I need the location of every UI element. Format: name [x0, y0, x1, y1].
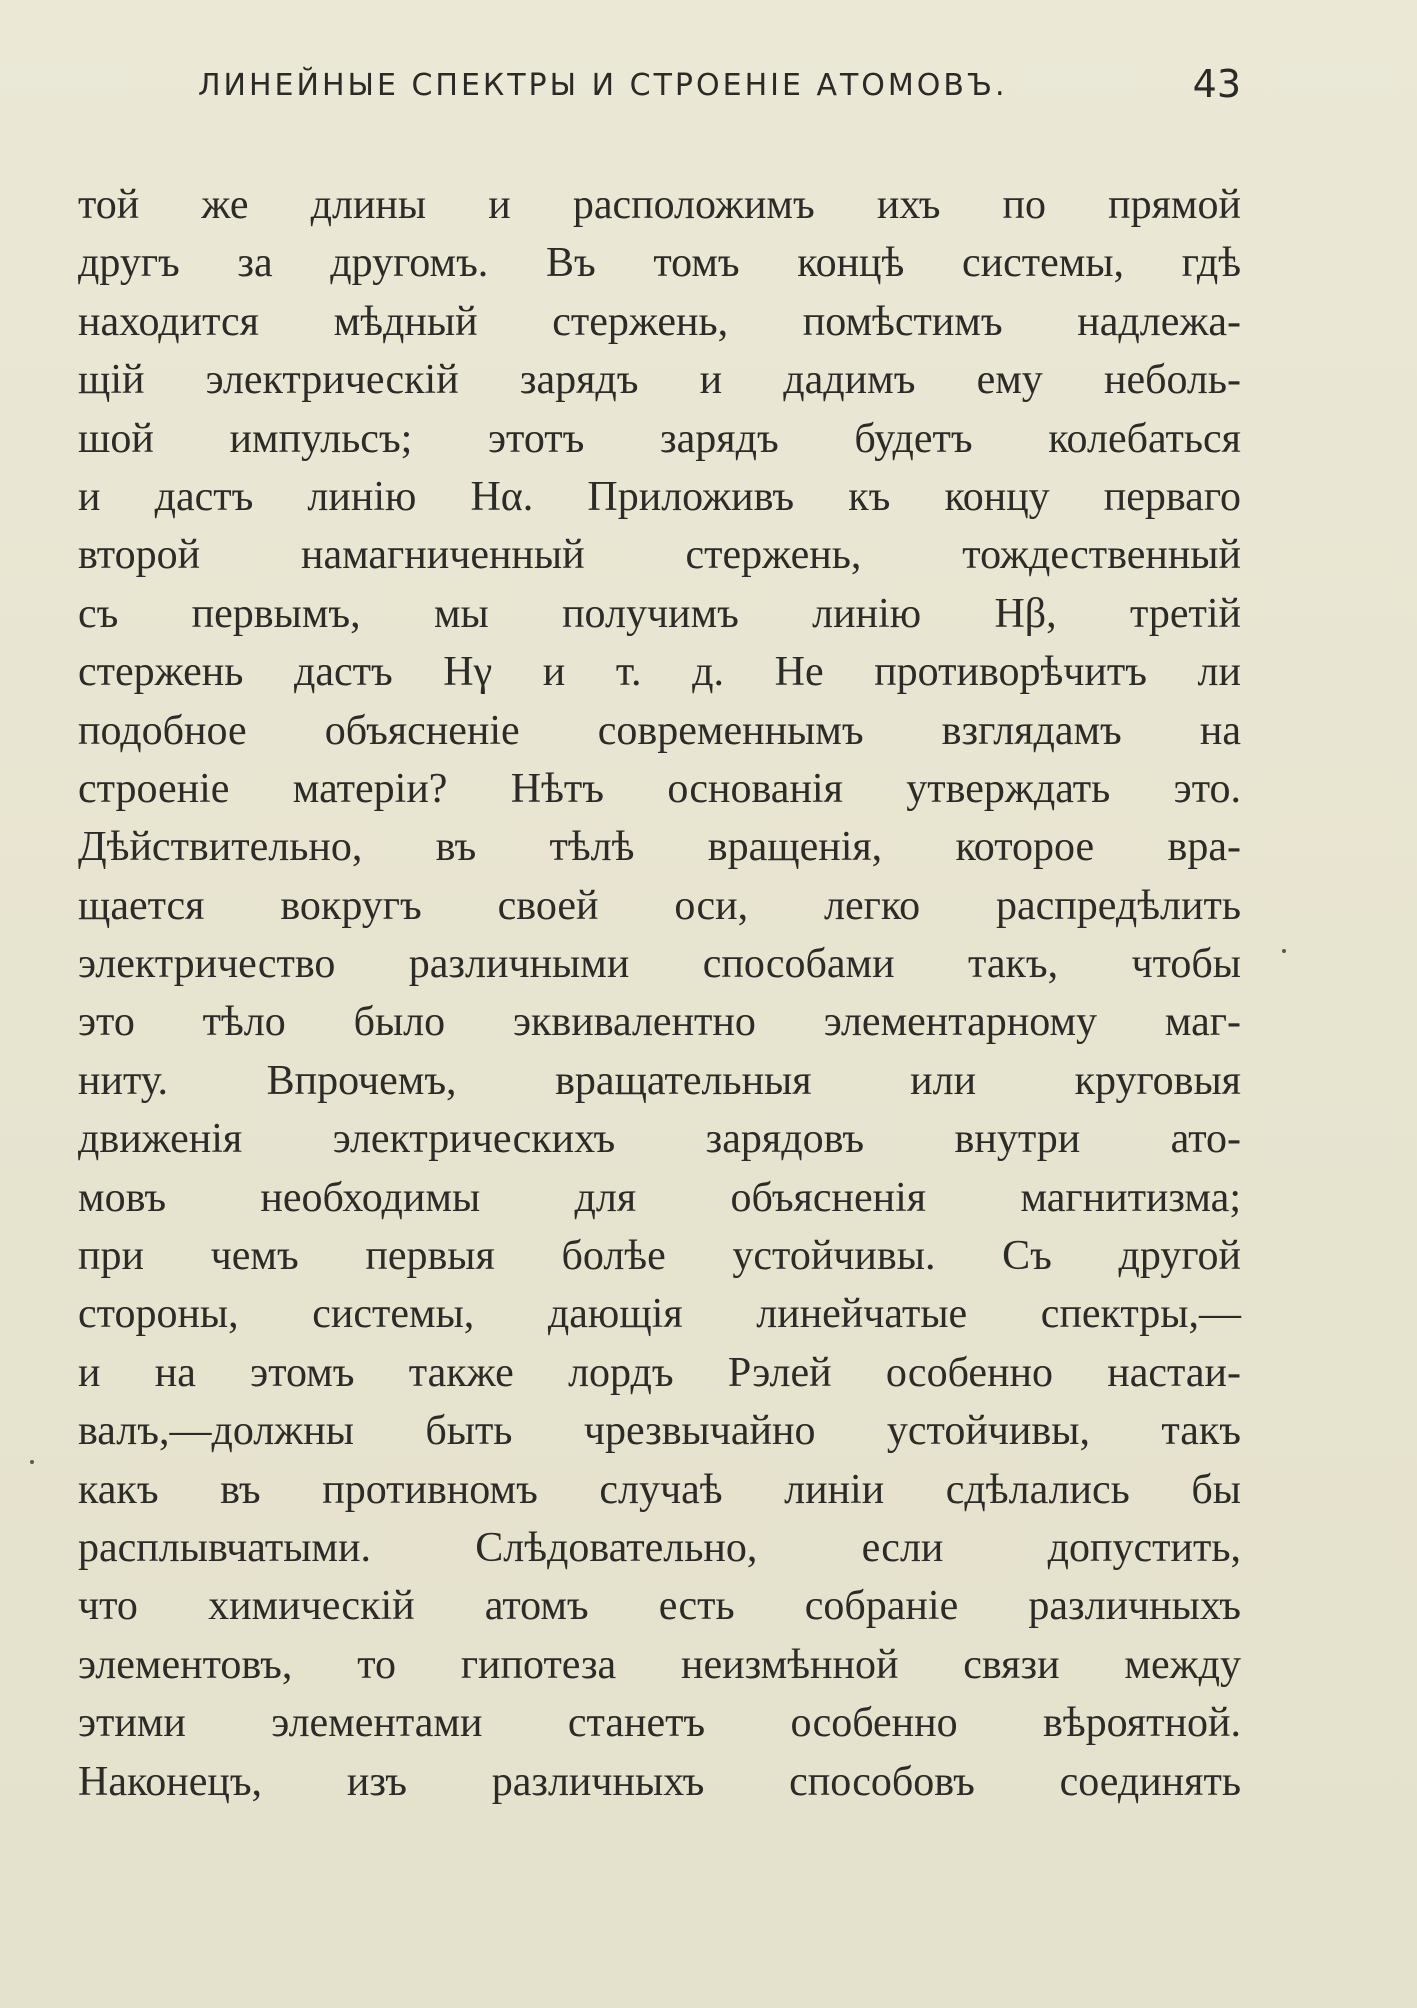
text-line: какъ въ противномъ случаѣ линіи сдѣлались бы [78, 1466, 1241, 1513]
text-line: съ первымъ, мы получимъ линію Hβ, третій [78, 590, 1241, 637]
text-line: движенія электрическихъ зарядовъ внутри ато- [78, 1116, 1241, 1163]
paper-speck [1282, 949, 1286, 953]
text-line: расплывчатыми. Слѣдовательно, если допустить, [78, 1524, 1241, 1571]
paper-speck [30, 1460, 34, 1464]
running-head: ЛИНЕЙНЫЕ СПЕКТРЫ И СТРОЕНІЕ АТОМОВЪ. [198, 68, 1008, 103]
text-line: щій электрическій зарядъ и дадимъ ему неболь- [78, 357, 1241, 404]
page-number: 43 [1192, 62, 1241, 106]
text-line: электричество различными способами такъ, чтобы [78, 941, 1241, 988]
text-line: находится мѣдный стержень, помѣстимъ надлежа- [78, 298, 1241, 345]
text-line: строеніе матеріи? Нѣтъ основанія утверждать это. [78, 765, 1241, 812]
text-line: Дѣйствительно, въ тѣлѣ вращенія, которое вра- [78, 824, 1241, 871]
text-line: шой импульсъ; этотъ зарядъ будетъ колебаться [78, 415, 1241, 462]
text-line: что химическій атомъ есть собраніе различныхъ [78, 1583, 1241, 1630]
page-header [78, 62, 1241, 112]
text-line: ниту. Впрочемъ, вращательныя или круговыя [78, 1057, 1241, 1104]
text-line: той же длины и расположимъ ихъ по прямой [78, 182, 1241, 228]
text-line: Наконецъ, изъ различныхъ способовъ соединять [78, 1758, 1241, 1805]
text-line: подобное объясненіе современнымъ взглядамъ на [78, 707, 1241, 754]
text-line: это тѣло было эквивалентно элементарному маг- [78, 999, 1241, 1046]
text-line: элементовъ, то гипотеза неизмѣнной связи между [78, 1641, 1241, 1688]
text-line: валъ,—должны быть чрезвычайно устойчивы, такъ [78, 1408, 1241, 1455]
text-line: и на этомъ также лордъ Рэлей особенно настаи- [78, 1349, 1241, 1396]
text-line: и дастъ линію Hα. Приложивъ къ концу перваго [78, 473, 1241, 520]
text-line: стороны, системы, дающія линейчатые спектры,— [78, 1291, 1241, 1338]
text-line: второй намагниченный стержень, тождественный [78, 532, 1241, 579]
text-line: стержень дастъ Hγ и т. д. Не противорѣчитъ ли [78, 649, 1241, 696]
text-line: этими элементами станетъ особенно вѣроятной. [78, 1700, 1241, 1747]
body-text [78, 176, 1241, 1811]
text-line: другъ за другомъ. Въ томъ концѣ системы, гдѣ [78, 240, 1241, 287]
text-line: при чемъ первыя болѣе устойчивы. Съ другой [78, 1233, 1241, 1280]
text-line: щается вокругъ своей оси, легко распредѣлить [78, 882, 1241, 929]
text-line: мовъ необходимы для объясненія магнитизма; [78, 1174, 1241, 1221]
